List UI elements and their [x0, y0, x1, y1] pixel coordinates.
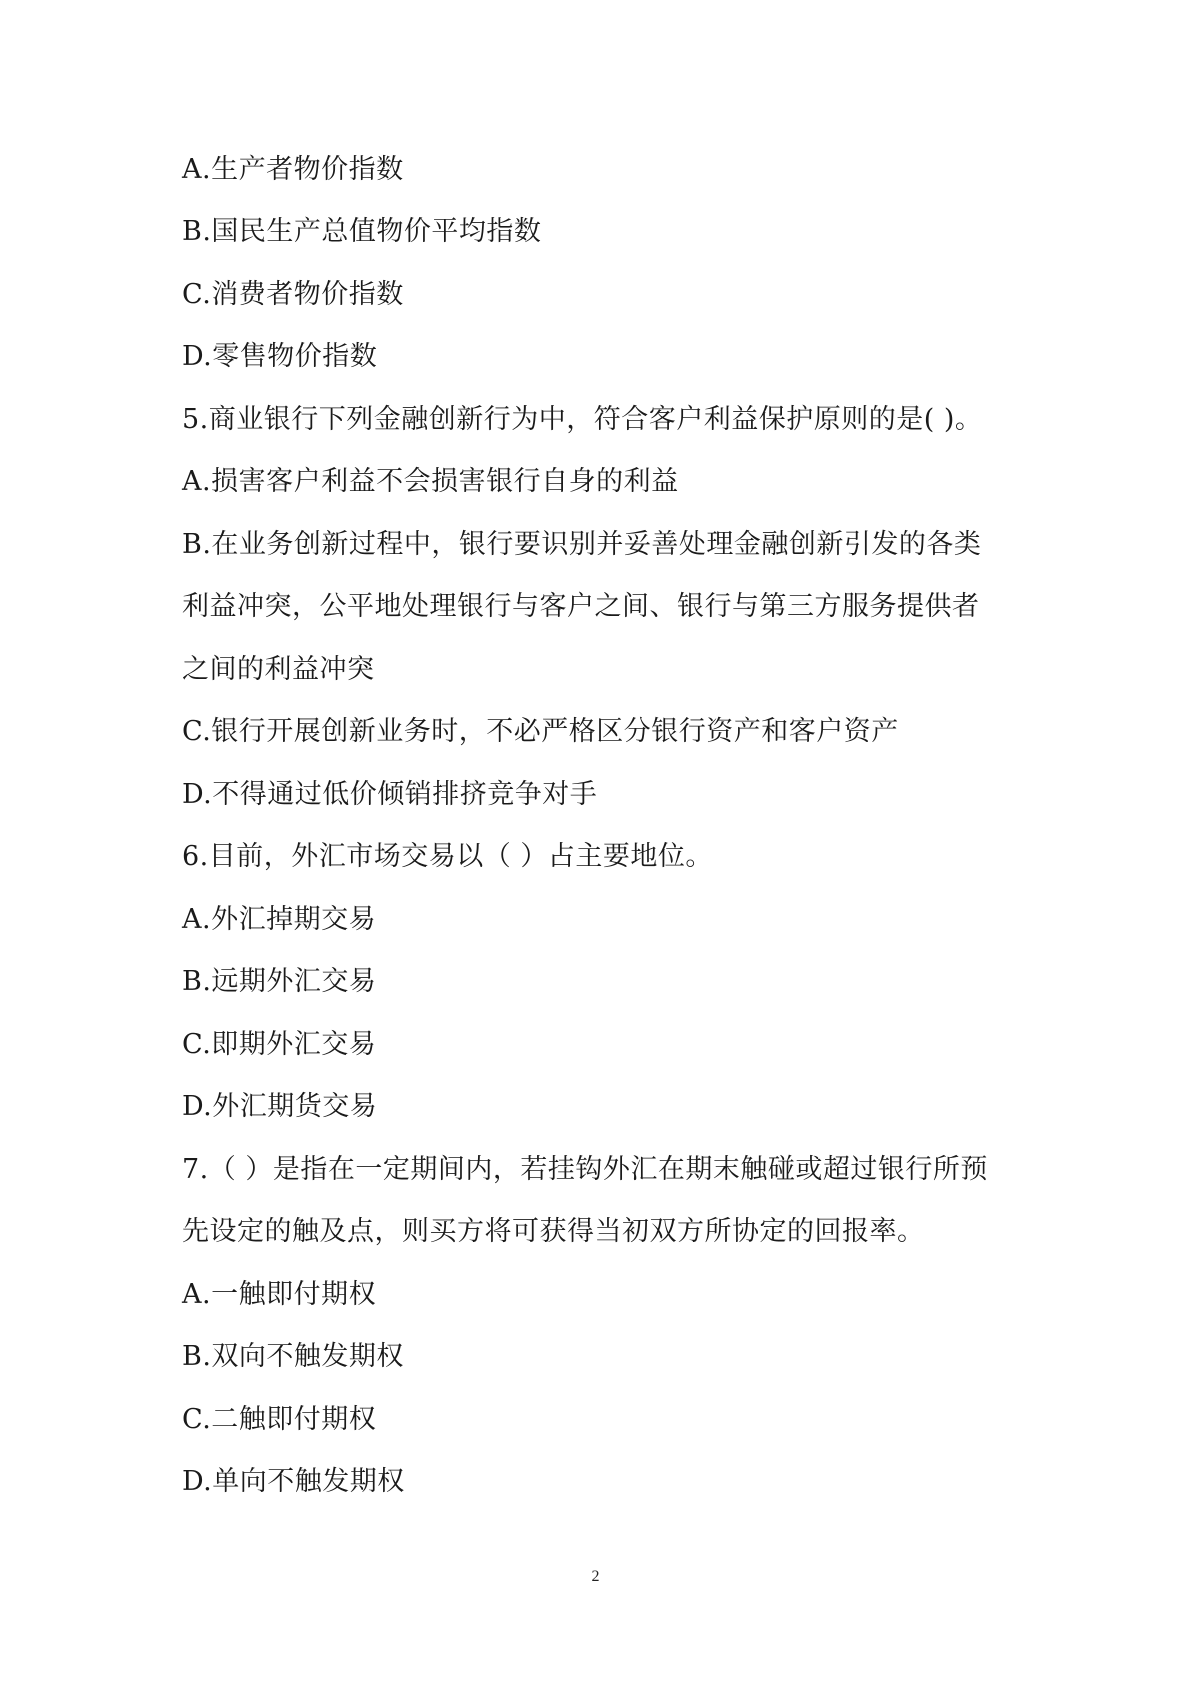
option-7a: A.一触即付期权 — [182, 1279, 377, 1310]
page-number: 2 — [591, 1568, 600, 1585]
question-5: 5.商业银行下列金融创新行为中，符合客户利益保护原则的是( )。 — [182, 404, 983, 435]
option-5b-line2: 利益冲突，公平地处理银行与客户之间、银行与第三方服务提供者 — [182, 591, 980, 622]
option-5c: C.银行开展创新业务时，不必严格区分银行资产和客户资产 — [182, 716, 899, 747]
question-7-line2: 先设定的触及点，则买方将可获得当初双方所协定的回报率。 — [182, 1216, 925, 1247]
option-7c: C.二触即付期权 — [182, 1404, 377, 1435]
option-6a: A.外汇掉期交易 — [182, 904, 377, 935]
option-7b: B.双向不触发期权 — [182, 1341, 404, 1372]
option-5b-line3: 之间的利益冲突 — [182, 654, 375, 685]
option-6b: B.远期外汇交易 — [182, 966, 377, 997]
option-6d: D.外汇期货交易 — [182, 1091, 378, 1122]
option-4c: C.消费者物价指数 — [182, 279, 404, 310]
question-6: 6.目前，外汇市场交易以（ ）占主要地位。 — [182, 841, 713, 872]
option-4a: A.生产者物价指数 — [182, 154, 404, 185]
option-5d: D.不得通过低价倾销排挤竞争对手 — [182, 779, 598, 810]
option-4b: B.国民生产总值物价平均指数 — [182, 216, 542, 247]
option-7d: D.单向不触发期权 — [182, 1466, 405, 1497]
option-5a: A.损害客户利益不会损害银行自身的利益 — [182, 466, 679, 497]
question-7-line1: 7.（ ）是指在一定期间内，若挂钩外汇在期末触碰或超过银行所预 — [182, 1154, 988, 1185]
option-5b-line1: B.在业务创新过程中，银行要识别并妥善处理金融创新引发的各类 — [182, 529, 982, 560]
option-4d: D.零售物价指数 — [182, 341, 378, 372]
option-6c: C.即期外汇交易 — [182, 1029, 377, 1060]
